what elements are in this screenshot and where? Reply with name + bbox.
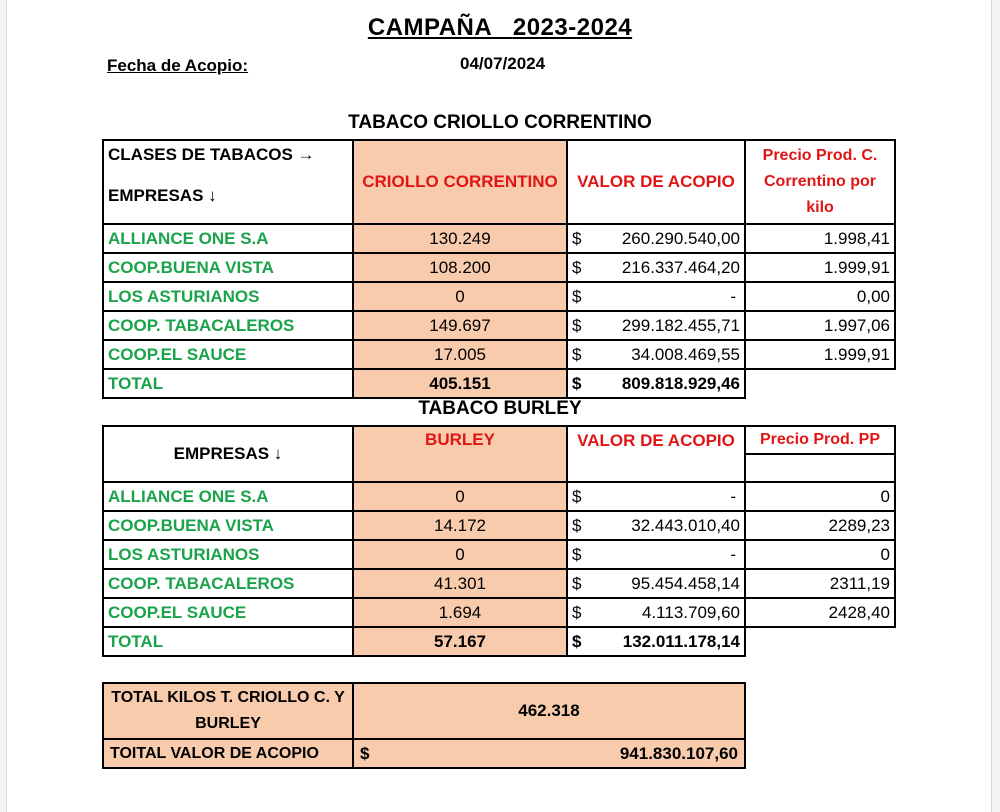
burley-header-precio-prod: Precio Prod. PP [745,426,895,454]
kilos-value: 14.172 [353,511,567,540]
table-row [103,311,895,340]
criollo-total-label: TOTAL [103,369,353,398]
table-row [103,482,895,511]
burley-total-kilos: 57.167 [353,627,567,656]
burley-total-label: TOTAL [103,627,353,656]
table-row [103,253,895,282]
summary-kilos-value: 462.318 [353,683,745,739]
precio-value: 2311,19 [745,569,895,598]
empresa-name: COOP. TABACALEROS [103,569,353,598]
criollo-total-kilos: 405.151 [353,369,567,398]
summary-table [102,682,746,769]
table-row [103,224,895,253]
valor-acopio-value: $ - [567,540,745,569]
kilos-value: 130.249 [353,224,567,253]
valor-acopio-value: $ 4.113.709,60 [567,598,745,627]
precio-value: 0 [745,482,895,511]
empresa-name: ALLIANCE ONE S.A [103,224,353,253]
kilos-value: 108.200 [353,253,567,282]
valor-acopio-value: $ 32.443.010,40 [567,511,745,540]
precio-value: 2428,40 [745,598,895,627]
valor-acopio-value: $ - [567,282,745,311]
header-criollo-correntino: CRIOLLO CORRENTINO [353,140,567,224]
burley-section-title: TABACO BURLEY [418,398,582,419]
header-empresas: EMPRESAS ↓ [103,169,353,224]
valor-acopio-value: $ 95.454.458,14 [567,569,745,598]
summary-valor-label: TOITAL VALOR DE ACOPIO [103,739,353,768]
valor-acopio-value: $ 260.290.540,00 [567,224,745,253]
valor-acopio-value: $ - [567,482,745,511]
summary-valor-value: $ 941.830.107,60 [353,739,745,768]
empresa-name: LOS ASTURIANOS [103,540,353,569]
empresa-name: COOP.EL SAUCE [103,340,353,369]
valor-acopio-value: $ 216.337.464,20 [567,253,745,282]
criollo-section-title: TABACO CRIOLLO CORRENTINO [348,112,652,133]
empresa-name: COOP. TABACALEROS [103,311,353,340]
header-clases: CLASES DE TABACOS → [103,140,353,169]
table-row [103,340,895,369]
kilos-value: 0 [353,540,567,569]
empresa-name: COOP.BUENA VISTA [103,511,353,540]
page-title [0,14,1000,42]
criollo-total-valor: $ 809.818.929,46 [567,369,745,398]
fecha-label: Fecha de Acopio: [107,56,249,75]
burley-total-valor: $ 132.011.178,14 [567,627,745,656]
table-row [103,598,895,627]
table-row [103,569,895,598]
kilos-value: 0 [353,282,567,311]
empresa-name: COOP.EL SAUCE [103,598,353,627]
precio-value: 1.999,91 [745,340,895,369]
criollo-table [102,139,896,399]
table-row [103,540,895,569]
kilos-value: 41.301 [353,569,567,598]
empresa-name: ALLIANCE ONE S.A [103,482,353,511]
burley-header-empresas: EMPRESAS ↓ [103,426,353,482]
header-valor-acopio: VALOR DE ACOPIO [567,140,745,224]
precio-value: 0 [745,540,895,569]
fecha-value: 04/07/2024 [460,54,546,73]
header-burley: BURLEY [353,426,567,482]
precio-value: 1.998,41 [745,224,895,253]
title-year: 2023-2024 [512,14,633,41]
burley-table [102,425,896,657]
empresa-name: LOS ASTURIANOS [103,282,353,311]
precio-value: 0,00 [745,282,895,311]
kilos-value: 17.005 [353,340,567,369]
kilos-value: 0 [353,482,567,511]
precio-value: 2289,23 [745,511,895,540]
header-precio-prod: Precio Prod. C. Correntino por kilo [745,140,895,224]
valor-acopio-value: $ 34.008.469,55 [567,340,745,369]
summary-kilos-label: TOTAL KILOS T. CRIOLLO C. Y BURLEY [103,683,353,739]
kilos-value: 149.697 [353,311,567,340]
table-row [103,282,895,311]
table-row [103,511,895,540]
valor-acopio-value: $ 299.182.455,71 [567,311,745,340]
precio-value: 1.999,91 [745,253,895,282]
title-word: CAMPAÑA [367,14,492,41]
kilos-value: 1.694 [353,598,567,627]
precio-value: 1.997,06 [745,311,895,340]
burley-header-valor-acopio: VALOR DE ACOPIO [567,426,745,482]
empresa-name: COOP.BUENA VISTA [103,253,353,282]
